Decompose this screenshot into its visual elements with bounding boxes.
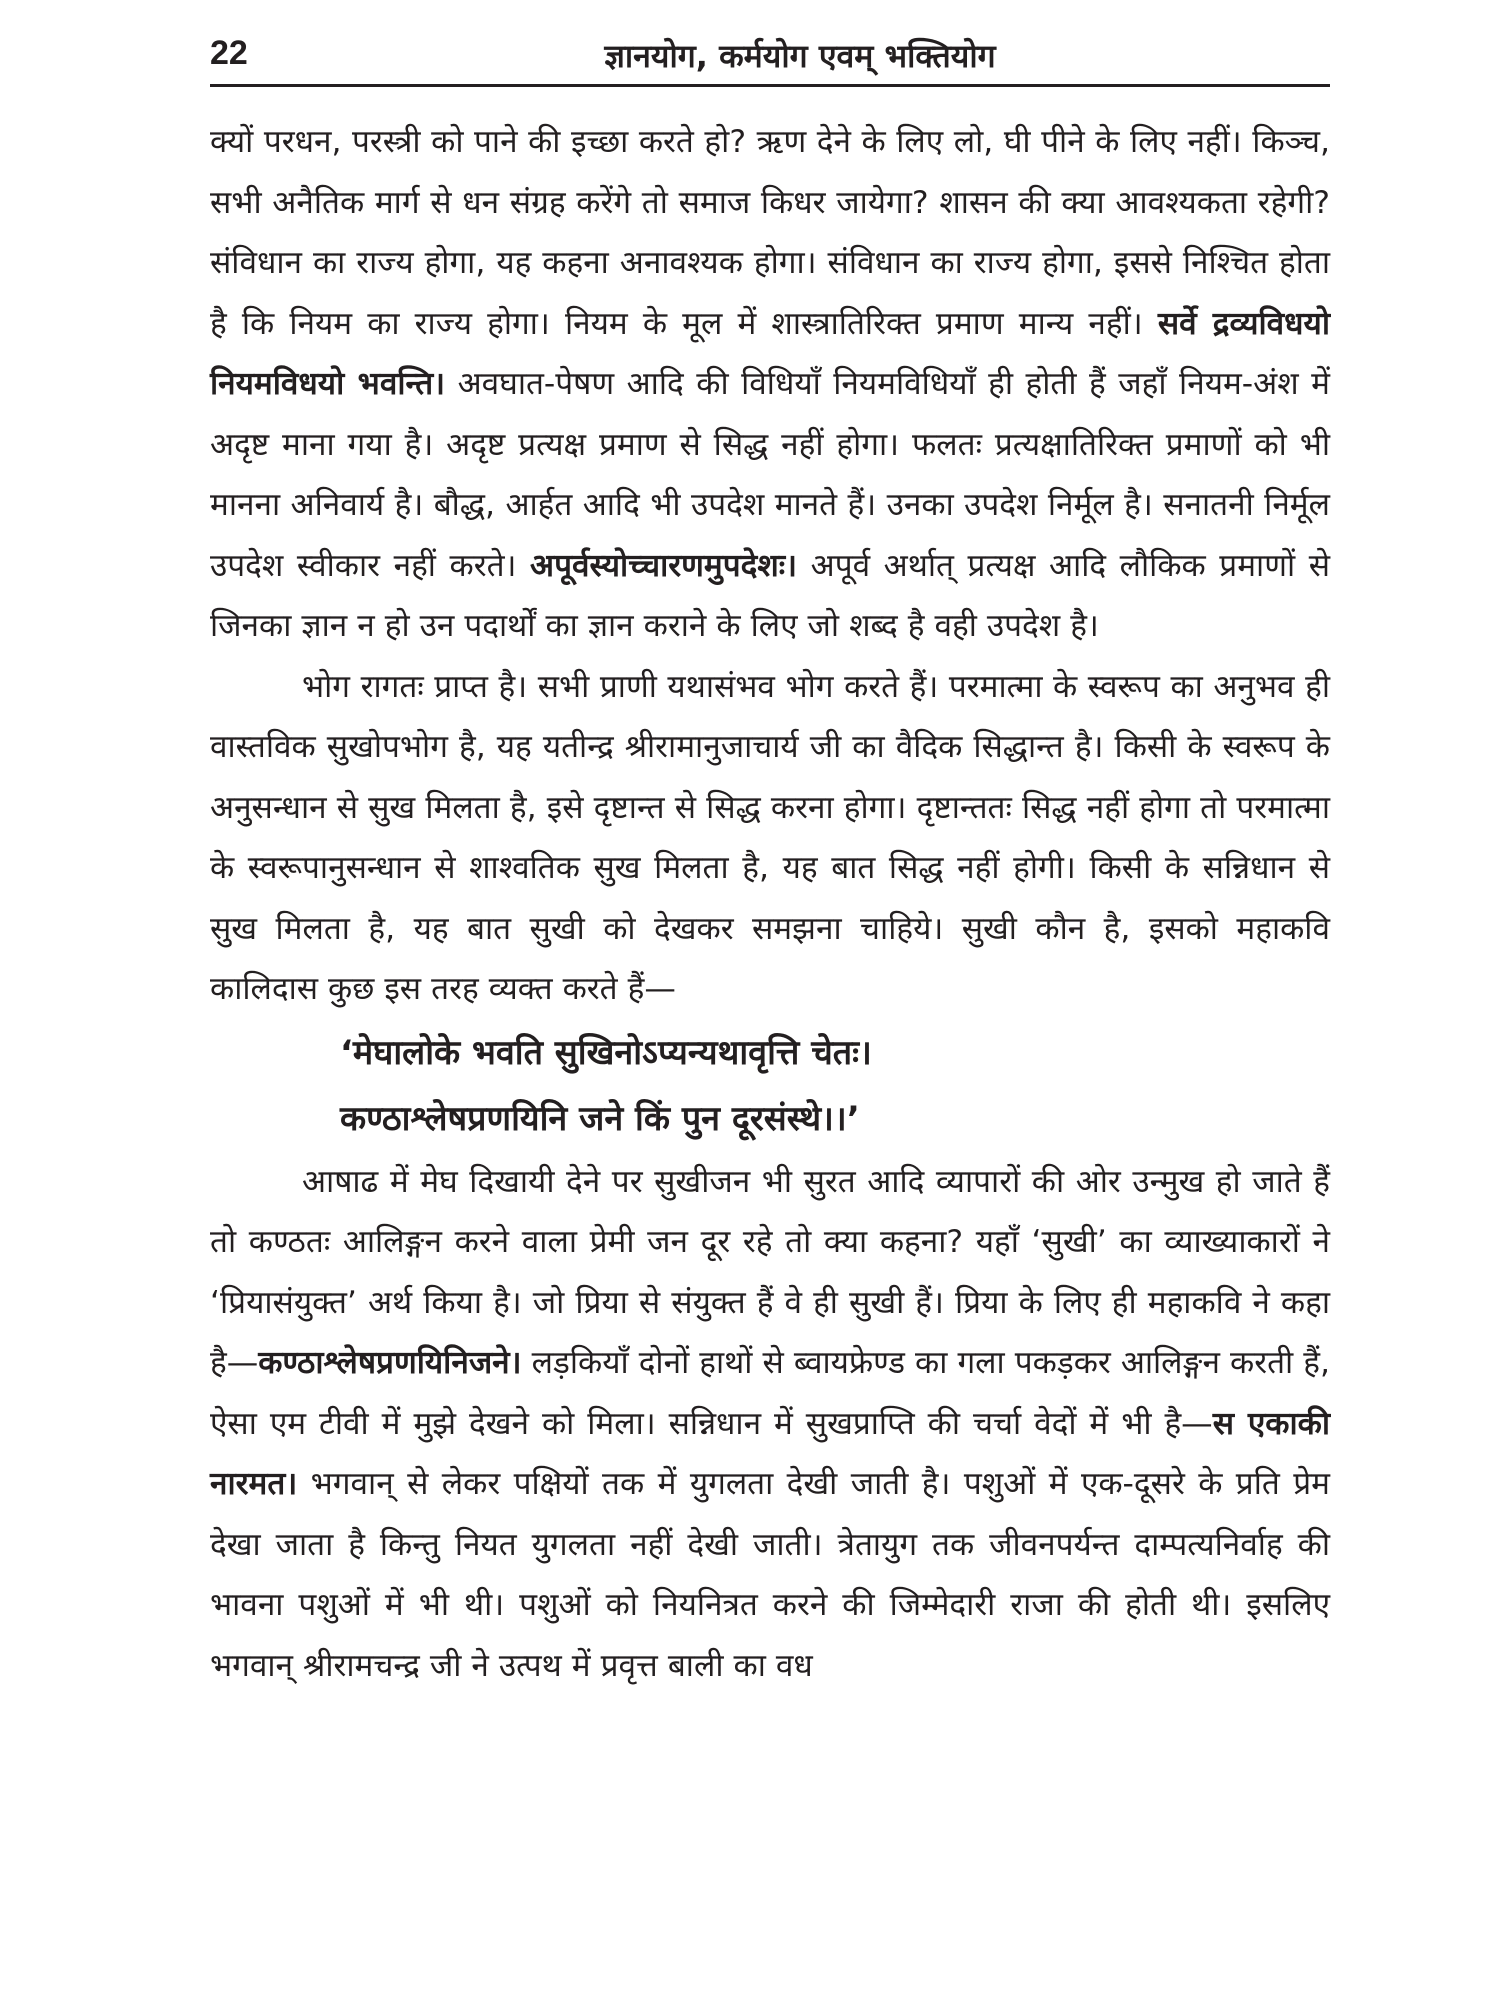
page-body (210, 112, 1330, 1696)
verse-line-1: ‘मेघालोके भवति सुखिनोऽप्यन्यथावृत्ति चेतः। (340, 1032, 872, 1073)
paragraph-1 (210, 112, 1330, 657)
sanskrit-quote-1: सर्वे द्रव्यविधयो नियमविधयो भवन्ति। (210, 305, 1330, 402)
sanskrit-quote-2: अपूर्वस्योच्चारणमुपदेशः। (530, 547, 798, 584)
sanskrit-quote-4: स एकाकी नारमत। (210, 1405, 1330, 1502)
paragraph-3 (210, 1152, 1330, 1697)
paragraph-1-text-1: क्यों परधन, परस्त्री को पाने की इच्छा करते हो? ऋण देने के लिए लो, घी पीने के लिए नहीं। किञ्च, सभी अनैतिक मार्ग से धन संग्रह करेंगे तो समाज किधर जायेगा? शासन की क्या आवश्यकता रहेगी? संविधान का राज्य होगा, यह कहना अनावश्यक होगा। संविधान का राज्य होगा, इससे निश्चित होता है कि नियम का राज्य होगा। नियम के मूल में शास्त्रातिरिक्त प्रमाण मान्य नहीं। (210, 124, 1330, 342)
paragraph-1-text-3: अपूर्व अर्थात् प्रत्यक्ष आदि लौकिक प्रमाणों से जिनका ज्ञान न हो उन पदार्थों का ज्ञान कराने के लिए जो शब्द है वही उपदेश है। (210, 547, 1330, 644)
paragraph-1-text-2: अवघात-पेषण आदि की विधियाँ नियमविधियाँ ही होती हैं जहाँ नियम-अंश में अदृष्ट माना गया है। अदृष्ट प्रत्यक्ष प्रमाण से सिद्ध नहीं होगा। फलतः प्रत्यक्षातिरिक्त प्रमाणों को भी मानना अनिवार्य है। बौद्ध, आर्हत आदि भी उपदेश मानते हैं। उनका उपदेश निर्मूल है। सनातनी निर्मूल उपदेश स्वीकार नहीं करते। (210, 366, 1330, 584)
verse-line-2: कण्ठाश्लेषप्रणयिनि जने किं पुन दूरसंस्थे।।’ (340, 1098, 860, 1139)
paragraph-3-text-3: भगवान् से लेकर पक्षियों तक में युगलता देखी जाती है। पशुओं में एक-दूसरे के प्रति प्रेम देखा जाता है किन्तु नियत युगलता नहीं देखी जाती। त्रेतायुग तक जीवनपर्यन्त दाम्पत्यनिर्वाह की भावना पशुओं में भी थी। पशुओं को नियनित्रत करने की जिम्मेदारी राजा की होती थी। इसलिए भगवान् श्रीरामचन्द्र जी ने उत्पथ में प्रवृत्त बाली का वध (210, 1466, 1330, 1684)
verse-block (210, 1020, 1330, 1152)
page-header (210, 30, 1330, 87)
running-title: ज्ञानयोग, कर्मयोग एवम् भक्तियोग (604, 37, 996, 75)
sanskrit-quote-3: कण्ठाश्लेषप्रणयिनिजने। (258, 1345, 522, 1381)
paragraph-2: भोग रागतः प्राप्त है। सभी प्राणी यथासंभव भोग करते हैं। परमात्मा के स्वरूप का अनुभव ही वास्तविक सुखोपभोग है, यह यतीन्द्र श्रीरामानुजाचार्य जी का वैदिक सिद्धान्त है। किसी के स्वरूप के अनुसन्धान से सुख मिलता है, इसे दृष्टान्त से सिद्ध करना होगा। दृष्टान्ततः सिद्ध नहीं होगा तो परमात्मा के स्वरूपानुसन्धान से शाश्वतिक सुख मिलता है, यह बात सिद्ध नहीं होगी। किसी के सन्निधान से सुख मिलता है, यह बात सुखी को देखकर समझना चाहिये। सुखी कौन है, इसको महाकवि कालिदास कुछ इस तरह व्यक्त करते हैं— (210, 668, 1330, 1007)
page-number: 22 (210, 34, 248, 72)
paragraph-3-text-1: आषाढ में मेघ दिखायी देने पर सुखीजन भी सुरत आदि व्यापारों की ओर उन्मुख हो जाते हैं तो कण्ठतः आलिङ्गन करने वाला प्रेमी जन दूर रहे तो क्या कहना? यहाँ ‘सुखी’ का व्याख्याकारों ने ‘प्रियासंयुक्त’ अर्थ किया है। जो प्रिया से संयुक्त हैं वे ही सुखी हैं। प्रिया के लिए ही महाकवि ने कहा है— (210, 1163, 1330, 1381)
book-page (210, 30, 1330, 1684)
paragraph-3-text-2: लड़कियाँ दोनों हाथों से ब्वायफ्रेण्ड का गला पकड़कर आलिङ्गन करती हैं, ऐसा एम टीवी में मुझे देखने को मिला। सन्निधान में सुखप्राप्ति की चर्चा वेदों में भी है— (210, 1345, 1330, 1442)
